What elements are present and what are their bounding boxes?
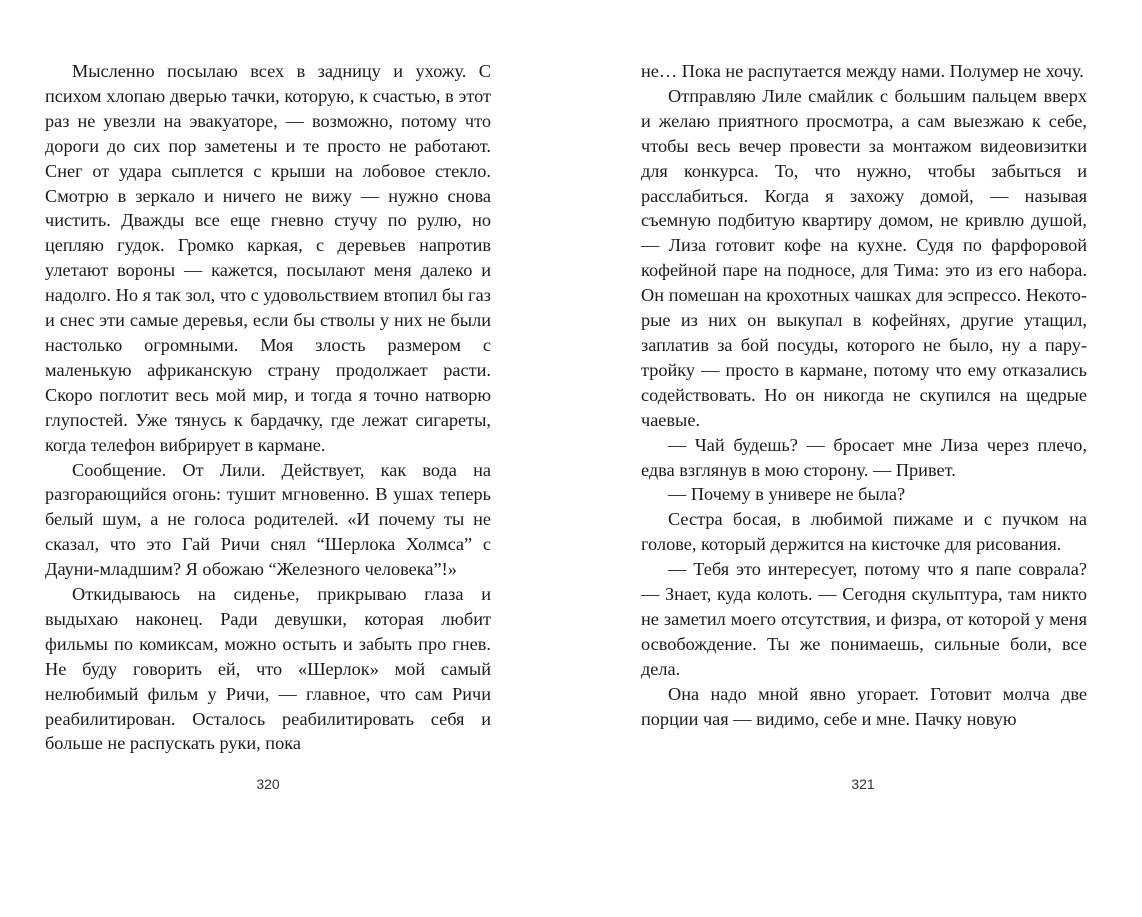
dialogue-paragraph: — Почему в универе не была?: [668, 484, 906, 505]
page-number-right: 321: [851, 776, 875, 792]
page-number-left: 320: [256, 776, 280, 792]
paragraph: Откидываюсь на сиденье, прикрываю глаза и выдыхаю наконец. Ради девушки, которая любит фильмы по комиксам, можно остыть и забыть про гнев. Не буду говорить ей, что «Шерлок» мой самый нелюбимый фильм у Ричи, — главное, что сам Ричи реабилитирован. Осталось реабилитировать себя и больше не распускать руки, пока: [45, 584, 491, 754]
paragraph: Сестра босая, в любимой пижаме и с пучком на голове, который держится на кисточке для рисования.: [641, 509, 1087, 555]
dialogue-paragraph: — Тебя это интересует, потому что я папе соврала? — Знает, куда колоть. — Сегодня скульптура, там никто не заметил моего отсутствия, и физра, от которой у меня освобождение. Ты же понимаешь, сильные боли, все дела.: [641, 559, 1087, 679]
continuation-paragraph: не… Пока не распутается между нами. Полумер не хочу.: [641, 61, 1084, 81]
dialogue-paragraph: — Чай будешь? — бросает мне Лиза через плечо, едва взглянув в мою сторону. — Привет.: [641, 434, 1087, 480]
paragraph: Мысленно посылаю всех в задницу и ухожу. С психом хлопаю дверью тачки, которую, к счастью, в этот раз не увезли на эвакуаторе, — возможно, потому что дороги до сих пор заметены и те просто не работают. Снег от удара сыплется с крыши на лобовое стекло. Смотрю в зеркало и ничего не вижу — нужно снова чистить. Дважды все еще гневно стучу по рулю, но цепляю гудок. Громко каркая, с деревьев напротив улетают вороны — кажется, посылают меня далеко и надолго. Но я так зол, что с удовольствием втопил бы газ и снес эти самые деревья, если бы стволы у них не были настолько огромными. Моя злость размером с маленькую африканскую страну продолжает расти. Скоро поглотит весь мой мир, и тогда я точно натворю глупостей. Уже тянусь к бардачку, где лежат сигареты, когда телефон вибрирует в кармане.: [45, 61, 491, 455]
right-page: [641, 59, 1087, 731]
left-page: [45, 59, 491, 756]
paragraph: Сообщение. От Лили. Действует, как вода на разгорающийся огонь: тушит мгновенно. В ушах теперь белый шум, а не голоса родителей. «И почему ты не сказал, что это Гай Ричи снял “Шерлока Холмса” с Дауни-младшим? Я обожаю “Железного человека”!»: [45, 459, 491, 580]
paragraph: Она надо мной явно угорает. Готовит молча две порции чая — видимо, себе и мне. Пачку новую: [641, 683, 1087, 729]
paragraph: Отправляю Лиле смайлик с большим пальцем вверх и желаю приятного просмотра, а сам выезжаю к себе, чтобы весь вечер провести за монтажом видеовизитки для конкурса. То, что нужно, чтобы забыться и расслабиться. Когда я захожу домой, — называя съемную подбитую квартиру домом, не кривлю душой, — Лиза готовит кофе на кухне. Судя по фарфоровой кофейной паре на подносе, для Тима: это из его набора. Он помешан на крохотных чашках для эспрессо. Некоторые из них он выкупал в кофейнях, другие утащил, заплатив за бой посуды, которого не было, ну а пару-тройку — просто в кармане, потому что ему отказались содействовать. Но он никогда не скупился на щедрые чаевые.: [641, 85, 1087, 430]
